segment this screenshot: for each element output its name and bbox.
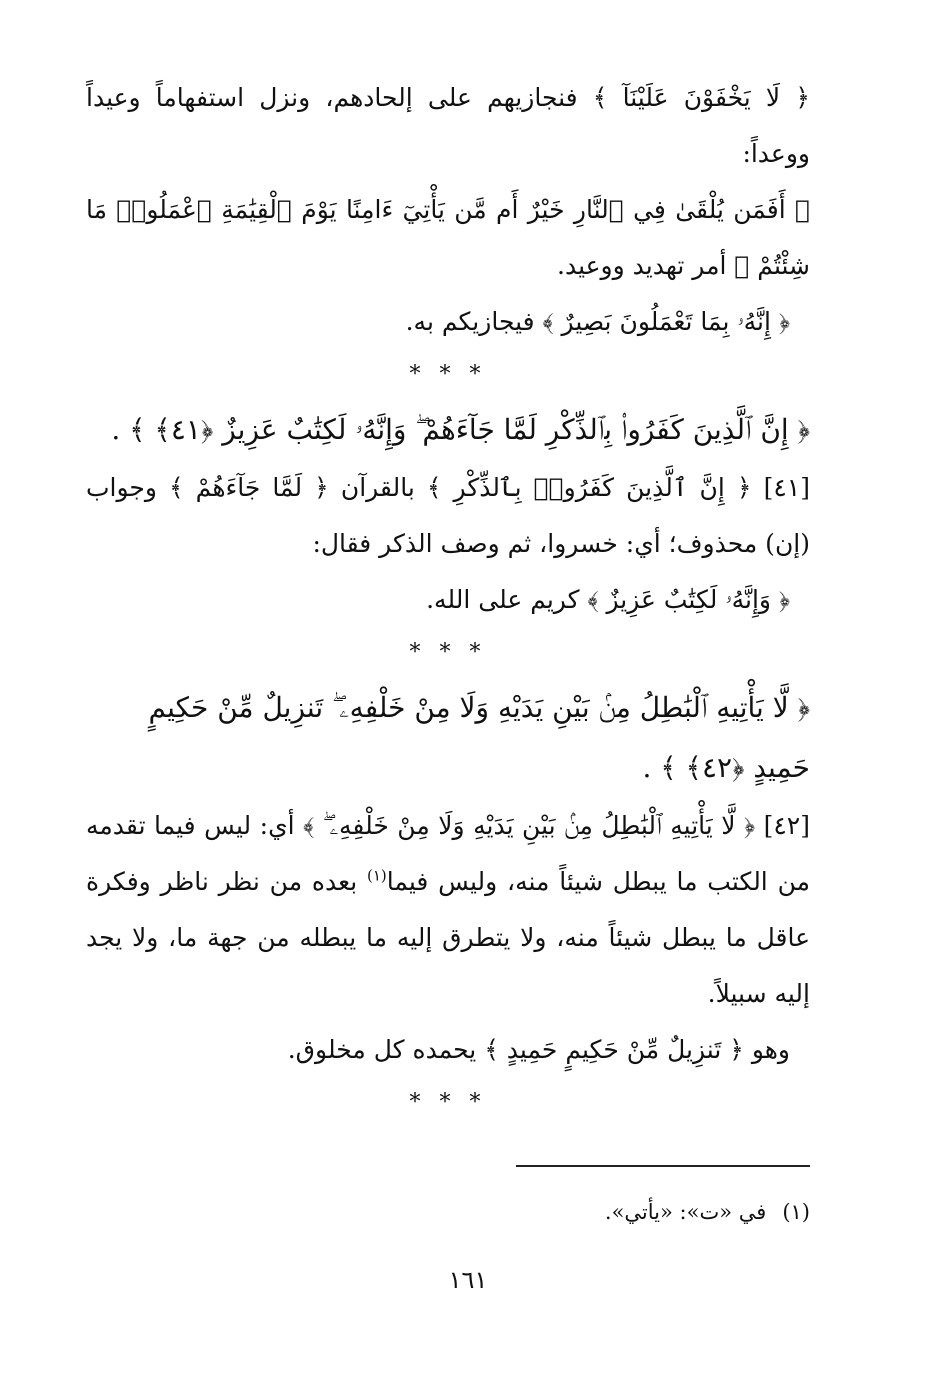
commentary-41: [٤١] ﴿ إِنَّ ٱلَّذِينَ كَفَرُوا۟ بِٱلذِّكْرِ ﴾ بالقرآن ﴿ لَمَّا جَآءَهُمْ ﴾ وجواب (إن) محذوف؛ أي: خسروا، ثم وصف الذكر فقال:: [86, 473, 810, 558]
footnote-divider: [516, 1165, 810, 1167]
footnote-marker: (١): [366, 866, 387, 885]
footnote-text: في «ت»: «يأتي».: [604, 1200, 767, 1224]
paragraph-1: ﴿ لَا يَخْفَوْنَ عَلَيْنَآ ﴾ فنجازيهم على إلحادهم، ونزل استفهاماً وعيداً ووعداً:: [86, 83, 810, 168]
commentary-42-part-2: بعده من نظر ناظر وفكرة عاقل ما يبطل شيئاً منه، ولا يتطرق إليه ما يبطله من جهة ما، ولا يجد إليه سبيلاً.: [86, 867, 810, 1008]
footnote-number: (١): [782, 1200, 810, 1224]
page-body: [86, 70, 810, 1128]
verse-42: ﴿ لَّا يَأْتِيهِ ٱلْبَٰطِلُ مِنۢ بَيْنِ يَدَيْهِ وَلَا مِنْ خَلْفِهِۦ ۖ تَنزِيلٌ مِّنْ حَكِيمٍ حَمِيدٍ ﴿٤٢﴾ ﴾ .: [148, 691, 810, 784]
separator: * * *: [409, 1090, 487, 1115]
paragraph-aziz: ﴿ وَإِنَّهُۥ لَكِتَٰبٌ عَزِيزٌ ﴾ كريم على الله.: [426, 585, 790, 614]
page-number: ١٦١: [448, 1266, 488, 1294]
commentary-42-part-1: [٤٢] ﴿ لَّا يَأْتِيهِ ٱلْبَٰطِلُ مِنۢ بَيْنِ يَدَيْهِ وَلَا مِنْ خَلْفِهِۦ ۖ ﴾ أي: ليس فيما تقدمه من الكتب ما يبطل شيئاً منه، وليس فيما: [86, 811, 810, 896]
paragraph-tanzil: وهو ﴿ تَنزِيلٌ مِّنْ حَكِيمٍ حَمِيدٍ ﴾ يحمده كل مخلوق.: [287, 1035, 790, 1064]
paragraph-3: ﴿ إِنَّهُۥ بِمَا تَعْمَلُونَ بَصِيرٌ ﴾ فيجازيكم به.: [405, 307, 790, 336]
verse-41: ﴿ إِنَّ ٱلَّذِينَ كَفَرُوا۟ بِٱلذِّكْرِ لَمَّا جَآءَهُمْ ۖ وَإِنَّهُۥ لَكِتَٰبٌ عَزِيزٌ ﴿٤١﴾ ﴾ .: [111, 413, 810, 446]
separator: * * *: [409, 362, 487, 387]
footnote: [86, 1196, 810, 1228]
commentary-42: [86, 798, 810, 1022]
paragraph-2: ﴿ أَفَمَن يُلْقَىٰ فِي ٱلنَّارِ خَيْرٌ أَم مَّن يَأْتِيٓ ءَامِنًا يَوْمَ ٱلْقِيَٰمَةِ ٱعْمَلُوا۟ مَا شِئْتُمْ ﴾ أمر تهديد ووعيد.: [86, 195, 810, 280]
separator: * * *: [409, 640, 487, 665]
